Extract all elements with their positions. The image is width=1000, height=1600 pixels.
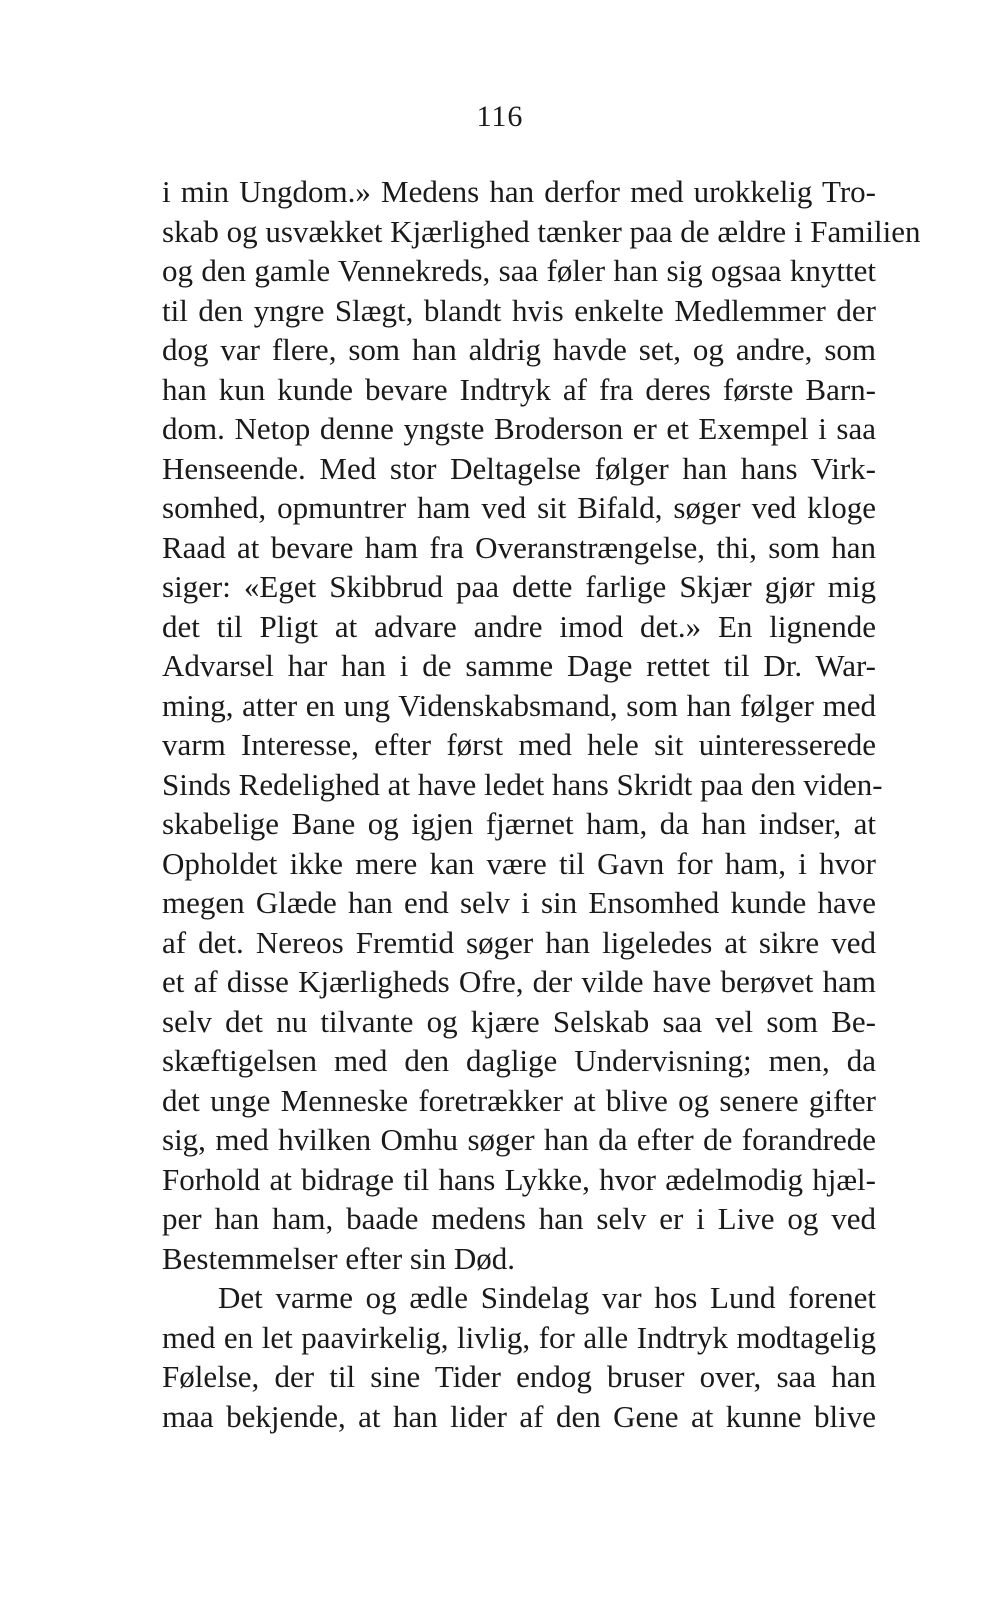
body-text — [162, 172, 921, 1436]
page-number: 116 — [476, 100, 524, 133]
text-line: et af disse Kjærligheds Ofre, der vilde have berøvet ham — [162, 964, 876, 999]
text-line: per han ham, baade medens han selv er i Live og ved — [162, 1201, 876, 1236]
text-line: og den gamle Vennekreds, saa føler han sig ogsaa knyttet — [162, 253, 876, 288]
text-line: Raad at bevare ham fra Overanstrængelse, thi, som han — [162, 529, 876, 565]
text-line: Opholdet ikke mere kan være til Gavn for ham, i hvor — [162, 845, 876, 881]
text-line: Bestemmelser efter sin Død. — [162, 1240, 515, 1276]
text-line: dog var flere, som han aldrig havde set, og andre, som — [162, 332, 876, 367]
text-line: maa bekjende, at han lider af den Gene at kunne blive — [162, 1398, 876, 1434]
text-line: med en let paavirkelig, livlig, for alle Indtryk modtagelig — [162, 1319, 876, 1355]
text-line: Advarsel har han i de samme Dage rettet til Dr. War- — [162, 648, 876, 683]
text-line: til den yngre Slægt, blandt hvis enkelte Medlemmer der — [162, 292, 876, 328]
text-line: det til Pligt at advare andre imod det.» En lignende — [162, 608, 876, 644]
paragraph-1 — [162, 172, 921, 1278]
text-line: Følelse, der til sine Tider endog bruser over, saa han — [162, 1359, 876, 1394]
paragraph-2 — [162, 1278, 876, 1436]
text-line: somhed, opmuntrer ham ved sit Bifald, søger ved kloge — [162, 490, 876, 525]
text-line: megen Glæde han end selv i sin Ensomhed kunde have — [162, 885, 876, 920]
text-line: i min Ungdom.» Medens han derfor med urokkelig Tro- — [162, 174, 876, 209]
text-line: Forhold at bidrage til hans Lykke, hvor ædelmodig hjæl- — [162, 1161, 876, 1197]
text-line: siger: «Eget Skibbrud paa dette farlige Skjær gjør mig — [162, 569, 876, 604]
text-line: selv det nu tilvante og kjære Selskab saa vel som Be- — [162, 1003, 876, 1039]
text-line: skab og usvækket Kjærlighed tænker paa de ældre i Familien — [162, 213, 921, 249]
text-line: skabelige Bane og igjen fjærnet ham, da han indser, at — [162, 806, 876, 841]
text-line: dom. Netop denne yngste Broderson er et Exempel i saa — [162, 411, 876, 446]
text-line: skæftigelsen med den daglige Undervisning; men, da — [162, 1043, 876, 1078]
text-line: Sinds Redelighed at have ledet hans Skridt paa den viden- — [162, 766, 883, 802]
text-line: varm Interesse, efter først med hele sit uinteresserede — [162, 727, 876, 762]
text-line: det unge Menneske foretrækker at blive og senere gifter — [162, 1082, 876, 1118]
text-line: sig, med hvilken Omhu søger han da efter de forandrede — [162, 1122, 876, 1157]
text-line: ming, atter en ung Videnskabsmand, som han følger med — [162, 687, 876, 723]
text-line: af det. Nereos Fremtid søger han ligeledes at sikre ved — [162, 924, 876, 960]
text-line: han kun kunde bevare Indtryk af fra deres første Barn- — [162, 371, 876, 407]
text-line: Henseende. Med stor Deltagelse følger han hans Virk- — [162, 450, 876, 486]
text-line: Det varme og ædle Sindelag var hos Lund forenet — [218, 1280, 876, 1315]
